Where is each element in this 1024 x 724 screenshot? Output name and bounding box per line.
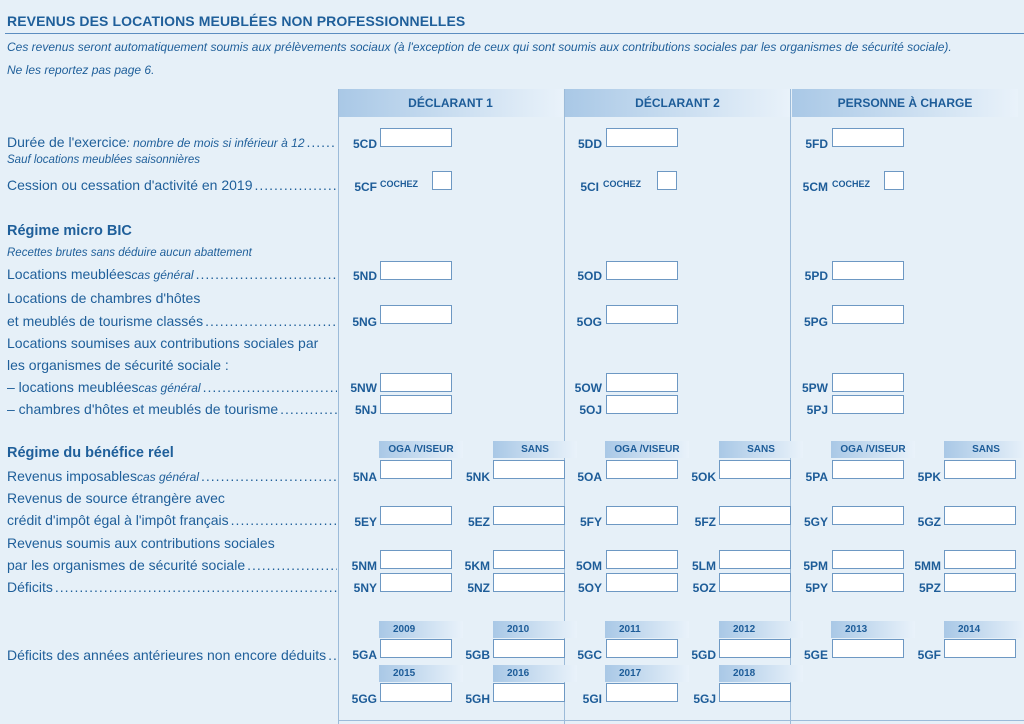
input-5ng[interactable] <box>380 305 452 324</box>
revenus-soumis-text-1: Revenus soumis aux contributions sociales <box>7 535 275 551</box>
input-5ga[interactable] <box>380 639 452 658</box>
revenus-imposables-text: Revenus imposables <box>7 468 137 484</box>
code-5nj: 5NJ <box>354 403 377 417</box>
input-5km[interactable] <box>493 550 565 569</box>
revenus-soumis-label-line2 <box>7 557 337 573</box>
soumises-label-line2 <box>7 357 337 373</box>
column-declarant-2: DÉCLARANT 2 <box>565 89 790 117</box>
code-5dd: 5DD <box>577 137 602 151</box>
cochez-label: COCHEZ <box>380 179 418 189</box>
soumises-text-1: Locations soumises aux contributions sociales par <box>7 335 319 351</box>
duree-label <box>7 134 337 150</box>
soumises-loc-label <box>7 379 337 395</box>
saisonnieres-note: Sauf locations meublées saisonnières <box>7 154 201 166</box>
input-5pa[interactable] <box>832 460 904 479</box>
locations-meublees-text: Locations meublées <box>7 266 132 282</box>
subhead-sans: SANS <box>944 441 1024 458</box>
cas-general-hint: cas général <box>136 470 200 484</box>
code-5pa: 5PA <box>805 470 828 484</box>
code-5gc: 5GC <box>577 648 602 662</box>
input-5mm[interactable] <box>944 550 1016 569</box>
input-5pm[interactable] <box>832 550 904 569</box>
revenus-soumis-text-2: par les organismes de sécurité sociale <box>7 557 246 573</box>
deficits-anterieurs-text: Déficits des années antérieures non encore déduits <box>7 647 327 663</box>
chambres-label-line2 <box>7 313 337 329</box>
input-5gf[interactable] <box>944 639 1016 658</box>
code-5py: 5PY <box>805 581 828 595</box>
code-5nw: 5NW <box>350 381 377 395</box>
cochez-label: COCHEZ <box>603 179 641 189</box>
input-5nw[interactable] <box>380 373 452 392</box>
code-5nm: 5NM <box>351 559 377 573</box>
code-5oa: 5OA <box>577 470 602 484</box>
input-5nj[interactable] <box>380 395 452 414</box>
year-2016: 2016 <box>493 665 577 682</box>
code-5pj: 5PJ <box>806 403 828 417</box>
input-5ok[interactable] <box>719 460 791 479</box>
form-subtitle-note: Ne les reportez pas page 6. <box>7 63 155 77</box>
input-5ow[interactable] <box>606 373 678 392</box>
code-5ny: 5NY <box>353 581 377 595</box>
leader-dots <box>255 177 338 193</box>
input-5ge[interactable] <box>832 639 904 658</box>
code-5od: 5OD <box>577 269 602 283</box>
code-5gf: 5GF <box>917 648 941 662</box>
input-5ny[interactable] <box>380 573 452 592</box>
input-5pg[interactable] <box>832 305 904 324</box>
code-5pg: 5PG <box>803 315 828 329</box>
chambres-text-2: et meublés de tourisme classés <box>7 313 204 329</box>
input-5gh[interactable] <box>493 683 565 702</box>
checkbox-5cm[interactable] <box>884 171 904 190</box>
subhead-sans: SANS <box>493 441 577 458</box>
leader-dots <box>307 134 338 150</box>
deficits-text: Déficits <box>7 579 53 595</box>
code-5gy: 5GY <box>803 515 828 529</box>
checkbox-5ci[interactable] <box>657 171 677 190</box>
input-5pj[interactable] <box>832 395 904 414</box>
code-5fz: 5FZ <box>694 515 716 529</box>
code-5nz: 5NZ <box>467 581 490 595</box>
code-5pk: 5PK <box>917 470 941 484</box>
input-5nd[interactable] <box>380 261 452 280</box>
code-5pz: 5PZ <box>918 581 941 595</box>
input-5ez[interactable] <box>493 506 565 525</box>
year-2009: 2009 <box>379 621 463 638</box>
micro-bic-title: Régime micro BIC <box>7 223 132 239</box>
code-5oj: 5OJ <box>579 403 602 417</box>
code-5lm: 5LM <box>692 559 716 573</box>
subhead-oga: OGA /VISEUR <box>605 441 689 458</box>
code-5ga: 5GA <box>352 648 377 662</box>
input-5gd[interactable] <box>719 639 791 658</box>
input-5gc[interactable] <box>606 639 678 658</box>
code-5gb: 5GB <box>465 648 490 662</box>
column-personne-a-charge: PERSONNE À CHARGE <box>792 89 1018 117</box>
subhead-sans: SANS <box>719 441 803 458</box>
code-5pd: 5PD <box>804 269 828 283</box>
code-5nk: 5NK <box>465 470 490 484</box>
input-5oj[interactable] <box>606 395 678 414</box>
input-5gi[interactable] <box>606 683 678 702</box>
form-subtitle: Ces revenus seront automatiquement soumis aux prélèvements sociaux (à l'exception de ceux qui sont soumis aux contributions sociales par les organismes de sécurité sociale). <box>7 40 952 54</box>
code-5ez: 5EZ <box>467 515 490 529</box>
code-5mm: 5MM <box>914 559 941 573</box>
input-5fz[interactable] <box>719 506 791 525</box>
code-5fd: 5FD <box>805 137 828 151</box>
soumises-label-line1 <box>7 335 337 351</box>
benefice-reel-title: Régime du bénéfice réel <box>7 445 174 461</box>
code-5na: 5NA <box>352 470 377 484</box>
revenus-imposables-label <box>7 468 337 484</box>
input-5na[interactable] <box>380 460 452 479</box>
code-5ge: 5GE <box>803 648 828 662</box>
chambres-text-1: Locations de chambres d'hôtes <box>7 290 201 306</box>
source-etrangere-text-2: crédit d'impôt égal à l'impôt français <box>7 512 229 528</box>
input-5dd[interactable] <box>606 128 678 147</box>
input-5gz[interactable] <box>944 506 1016 525</box>
cochez-label: COCHEZ <box>832 179 870 189</box>
micro-bic-hint: Recettes brutes sans déduire aucun abattement <box>7 247 252 259</box>
bottom-rule <box>338 720 1024 721</box>
year-2017: 2017 <box>605 665 689 682</box>
input-5nm[interactable] <box>380 550 452 569</box>
input-5lm[interactable] <box>719 550 791 569</box>
locations-meublees-label <box>7 266 337 282</box>
form-title: REVENUS DES LOCATIONS MEUBLÉES NON PROFESSIONNELLES <box>7 13 466 29</box>
duree-label-text: Durée de l'exercice <box>7 134 127 150</box>
code-5og: 5OG <box>576 315 602 329</box>
input-5py[interactable] <box>832 573 904 592</box>
input-5ey[interactable] <box>380 506 452 525</box>
leader-dots <box>280 401 337 417</box>
code-5pw: 5PW <box>801 381 828 395</box>
code-5oy: 5OY <box>577 581 602 595</box>
input-5gj[interactable] <box>719 683 791 702</box>
input-5pz[interactable] <box>944 573 1016 592</box>
code-5nd: 5ND <box>352 269 377 283</box>
input-5nk[interactable] <box>493 460 565 479</box>
code-5fy: 5FY <box>579 515 602 529</box>
subhead-oga: OGA /VISEUR <box>379 441 463 458</box>
code-5ng: 5NG <box>352 315 377 329</box>
leader-dots <box>205 313 337 329</box>
source-etrangere-label-line1 <box>7 490 337 506</box>
year-2018: 2018 <box>719 665 803 682</box>
input-5oa[interactable] <box>606 460 678 479</box>
code-5km: 5KM <box>464 559 490 573</box>
chambres-label-line1 <box>7 290 337 306</box>
code-5ci: 5CI <box>580 180 599 194</box>
leader-dots <box>247 557 337 573</box>
year-2015: 2015 <box>379 665 463 682</box>
input-5nz[interactable] <box>493 573 565 592</box>
year-2013: 2013 <box>831 621 915 638</box>
leader-dots <box>196 266 337 282</box>
input-5oy[interactable] <box>606 573 678 592</box>
code-5gj: 5GJ <box>693 692 716 706</box>
subhead-oga: OGA /VISEUR <box>831 441 915 458</box>
leader-dots <box>201 468 337 484</box>
cession-label <box>7 177 337 193</box>
input-5cd[interactable] <box>380 128 452 147</box>
input-5pk[interactable] <box>944 460 1016 479</box>
input-5gy[interactable] <box>832 506 904 525</box>
code-5ow: 5OW <box>574 381 602 395</box>
input-5oz[interactable] <box>719 573 791 592</box>
leader-dots <box>231 512 337 528</box>
input-5pw[interactable] <box>832 373 904 392</box>
year-2011: 2011 <box>605 621 689 638</box>
code-5pm: 5PM <box>803 559 828 573</box>
revenus-soumis-label-line1 <box>7 535 337 551</box>
code-5oz: 5OZ <box>692 581 716 595</box>
leader-dots <box>55 579 337 595</box>
source-etrangere-text-1: Revenus de source étrangère avec <box>7 490 225 506</box>
code-5om: 5OM <box>575 559 602 573</box>
code-5ey: 5EY <box>354 515 377 529</box>
input-5fy[interactable] <box>606 506 678 525</box>
cas-general-hint: cas général <box>131 268 194 282</box>
deficits-anterieurs-label <box>7 647 337 663</box>
year-2010: 2010 <box>493 621 577 638</box>
code-5gh: 5GH <box>465 692 490 706</box>
leader-dots <box>328 647 337 663</box>
soumises-text-2: les organismes de sécurité sociale : <box>7 357 229 373</box>
input-5fd[interactable] <box>832 128 904 147</box>
cession-label-text: Cession ou cessation d'activité en 2019 <box>7 177 253 193</box>
input-5od[interactable] <box>606 261 678 280</box>
code-5cd: 5CD <box>352 137 377 151</box>
checkbox-5cf[interactable] <box>432 171 452 190</box>
year-2012: 2012 <box>719 621 803 638</box>
soumises-chambres-text: – chambres d'hôtes et meublés de tourisme <box>7 401 279 417</box>
title-rule <box>5 33 1024 34</box>
code-5cf: 5CF <box>354 180 377 194</box>
code-5gz: 5GZ <box>917 515 941 529</box>
column-declarant-1: DÉCLARANT 1 <box>338 89 563 117</box>
year-2014: 2014 <box>944 621 1024 638</box>
code-5ok: 5OK <box>691 470 716 484</box>
code-5gi: 5GI <box>582 692 602 706</box>
soumises-loc-text: – locations meublées <box>7 379 139 395</box>
deficits-label <box>7 579 337 595</box>
input-5og[interactable] <box>606 305 678 324</box>
code-5cm: 5CM <box>802 180 828 194</box>
duree-hint: : nombre de mois si inférieur à 12 <box>126 136 305 150</box>
source-etrangere-label-line2 <box>7 512 337 528</box>
code-5gd: 5GD <box>691 648 716 662</box>
code-5gg: 5GG <box>351 692 377 706</box>
input-5pd[interactable] <box>832 261 904 280</box>
input-5gg[interactable] <box>380 683 452 702</box>
cas-general-hint: cas général <box>138 381 201 395</box>
input-5om[interactable] <box>606 550 678 569</box>
leader-dots <box>203 379 337 395</box>
input-5gb[interactable] <box>493 639 565 658</box>
soumises-chambres-label <box>7 401 337 417</box>
